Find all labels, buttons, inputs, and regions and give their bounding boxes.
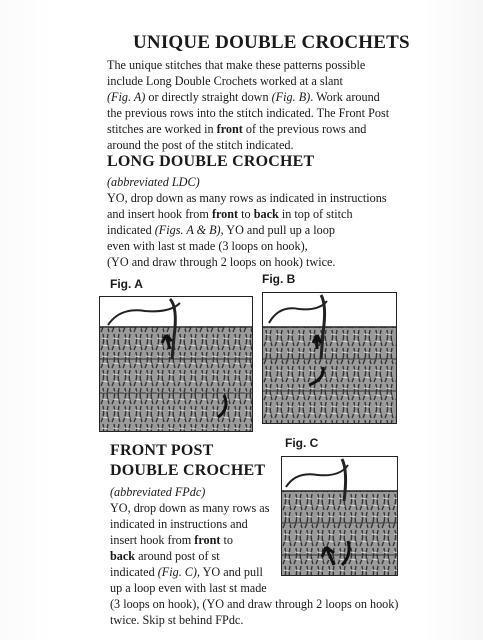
fpdc-line-3-end: to: [220, 533, 234, 547]
intro-line-5-end: of the previous rows and: [242, 122, 367, 136]
ldc-line-1: YO, drop down as many rows as indicated in instructions: [107, 191, 387, 205]
page-title: UNIQUE DOUBLE CROCHETS: [133, 32, 410, 53]
fpdc-heading-line-2: DOUBLE CROCHET: [110, 462, 266, 479]
intro-line-2: include Long Double Crochets worked at a slant: [107, 74, 343, 88]
figs-ab-ref: (Figs. A & B): [154, 223, 221, 237]
intro-line-3-text: or directly straight down: [145, 90, 272, 104]
fpdc-heading-line-1: FRONT POST: [110, 442, 214, 459]
ldc-front-emphasis: front: [211, 207, 239, 221]
fig-b-illustration: [262, 292, 397, 424]
fig-a-label: Fig. A: [110, 277, 143, 291]
fig-a-ref: (Fig. A): [107, 90, 146, 104]
ldc-line-4: even with last st made (3 loops on hook),: [107, 239, 308, 253]
fig-b-ref: (Fig. B): [271, 90, 311, 104]
fig-c-ref: (Fig. C): [157, 565, 197, 579]
ldc-line-2-start: and insert hook from: [107, 207, 212, 221]
ldc-line-3: [107, 222, 387, 238]
fpdc-line-3-start: insert hook from: [110, 533, 195, 547]
intro-line-6: around the post of the stitch indicated.: [107, 138, 294, 152]
fig-b-label: Fig. B: [262, 272, 296, 286]
ldc-line-2-to: to: [238, 207, 254, 221]
ldc-line-5: (YO and draw through 2 loops on hook) twice.: [107, 255, 336, 269]
intro-paragraph: [107, 57, 389, 153]
fpdc-line-8: twice. Skip st behind FPdc.: [110, 613, 244, 627]
fig-a-illustration: [99, 296, 253, 432]
ldc-abbreviation: (abbreviated LDC): [107, 175, 200, 189]
fig-c-label: Fig. C: [285, 436, 319, 450]
fpdc-line-6: up a loop even with last st made: [110, 581, 267, 595]
ldc-heading: LONG DOUBLE CROCHET: [107, 153, 315, 170]
fpdc-front-emphasis: front: [194, 533, 221, 547]
intro-line-5-start: stitches are worked in: [107, 122, 217, 136]
intro-line-5: [107, 121, 389, 137]
fpdc-back-emphasis: back: [110, 549, 136, 563]
intro-line-1: The unique stitches that make these patterns possible: [107, 58, 366, 72]
fpdc-line-5-end: , YO and pull: [196, 565, 263, 579]
ldc-back-emphasis: back: [253, 207, 279, 221]
ldc-line-2-end: in top of stitch: [278, 207, 353, 221]
ldc-line-2: [107, 206, 387, 222]
fpdc-line-7: (3 loops on hook), (YO and draw through 2 loops on hook): [110, 597, 399, 611]
fig-c-illustration: [281, 456, 398, 576]
fpdc-line-2: indicated in instructions and: [110, 517, 248, 531]
ldc-line-3-start: indicated: [107, 223, 155, 237]
front-emphasis: front: [216, 122, 243, 136]
fpdc-abbreviation: (abbreviated FPdc): [110, 485, 206, 499]
intro-line-4: the previous rows into the stitch indicated. The Front Post: [107, 106, 390, 120]
intro-line-3: [107, 89, 389, 105]
fpdc-line-5-start: indicated: [110, 565, 158, 579]
fpdc-line-1: YO, drop down as many rows as: [110, 501, 270, 515]
intro-line-3-end: . Work around: [310, 90, 380, 104]
ldc-line-3-end: , YO and pull up a loop: [220, 223, 335, 237]
ldc-paragraph: [107, 174, 387, 270]
fpdc-line-4-end: around post of st: [135, 549, 220, 563]
